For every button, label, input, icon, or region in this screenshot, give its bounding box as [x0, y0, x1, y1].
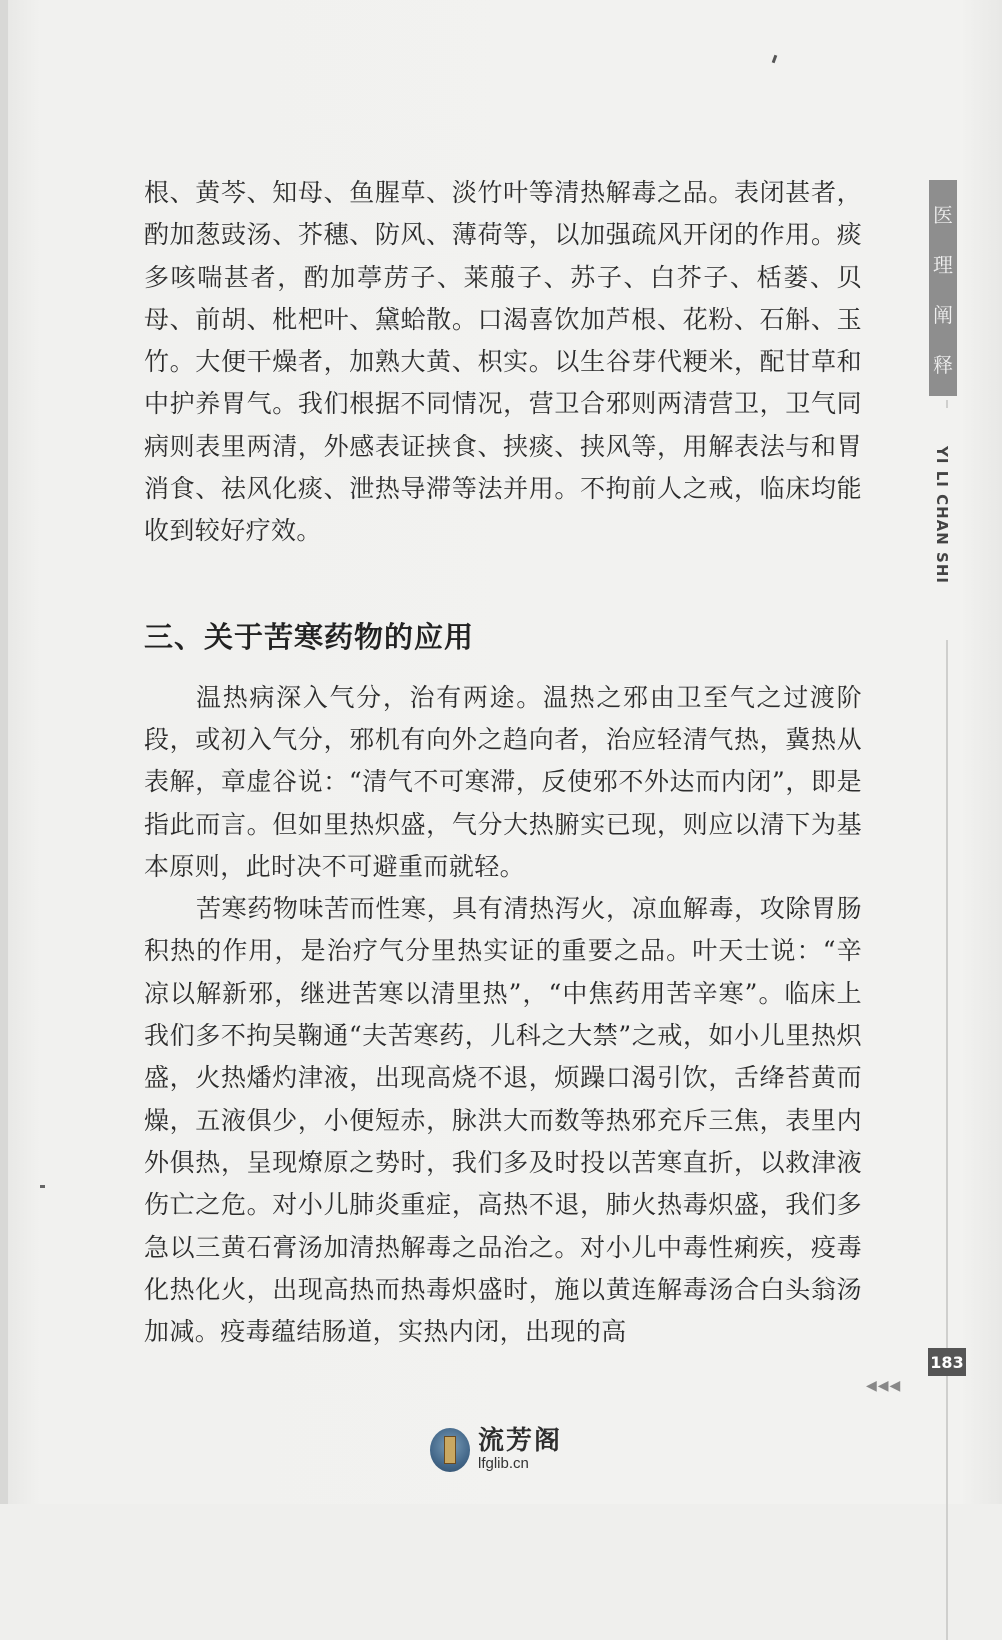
chapter-tab-char: 释 [933, 352, 953, 377]
chapter-tab-char: 医 [933, 202, 953, 227]
text-body [144, 172, 862, 1353]
arrow-icon: ◀◀◀ [866, 1378, 902, 1394]
section-heading: 三、关于苦寒药物的应用 [144, 619, 475, 654]
watermark-url: lfglib.cn [478, 1455, 529, 1472]
binding-edge [0, 0, 8, 1504]
speck [40, 1185, 45, 1188]
paragraph: 温热病深入气分，治有两途。温热之邪由卫至气之过渡阶段，或初入气分，邪机有向外之趋向者，治应轻清气热，冀热从表解，章虚谷说：“清气不可寒滞，反使邪不外达而内闭”，即是指此而言。但如里热炽盛，气分大热腑实已现，则应以清下为基本原则，此时决不可避重而就轻。 [144, 682, 862, 881]
page-number: 183 [928, 1348, 966, 1376]
paragraph: 根、黄芩、知母、鱼腥草、淡竹叶等清热解毒之品。表闭甚者，酌加葱豉汤、芥穗、防风、薄荷等，以加强疏风开闭的作用。痰多咳喘甚者，酌加葶苈子、莱菔子、苏子、白芥子、栝蒌、贝母、前胡、枇杷叶、黛蛤散。口渴喜饮加芦根、花粉、石斛、玉竹。大便干燥者，加熟大黄、枳实。以生谷芽代粳米，配甘草和中护养胃气。我们根据不同情况，营卫合邪则两清营卫，卫气同病则表里两清，外感表证挟食、挟痰、挟风等，用解表法与和胃消食、祛风化痰、泄热导滞等法并用。不拘前人之戒，临床均能收到较好疗效。 [144, 178, 862, 546]
watermark-name: 流芳阁 [478, 1426, 563, 1456]
side-rule [946, 640, 948, 1640]
book-seal-icon [430, 1428, 470, 1472]
paragraph: 苦寒药物味苦而性寒，具有清热泻火，凉血解毒，攻除胃肠积热的作用，是治疗气分里热实证的重要之品。叶天士说：“辛凉以解新邪，继进苦寒以清里热”，“中焦药用苦辛寒”。临床上我们多不拘吴鞠通“夫苦寒药，儿科之大禁”之戒，如小儿里热炽盛，火热燔灼津液，出现高烧不退，烦躁口渴引饮，舌绛苔黄而燥，五液俱少，小便短赤，脉洪大而数等热邪充斥三焦，表里内外俱热，呈现燎原之势时，我们多及时投以苦寒直折，以救津液伤亡之危。对小儿肺炎重症，高热不退，肺火热毒炽盛，我们多急以三黄石膏汤加清热解毒之品治之。对小儿中毒性痢疾，疫毒化热化火，出现高热而热毒炽盛时，施以黄连解毒汤合白头翁汤加减。疫毒蕴结肠道，实热内闭，出现的高 [144, 894, 862, 1347]
chapter-tab [929, 180, 957, 396]
chapter-tab-char: 阐 [933, 302, 953, 327]
side-rule [946, 400, 948, 408]
chapter-pinyin [922, 410, 962, 620]
chapter-tab-char: 理 [933, 252, 953, 277]
watermark [430, 1422, 580, 1478]
chapter-pinyin-text: YI LI CHAN SHI [933, 446, 952, 584]
